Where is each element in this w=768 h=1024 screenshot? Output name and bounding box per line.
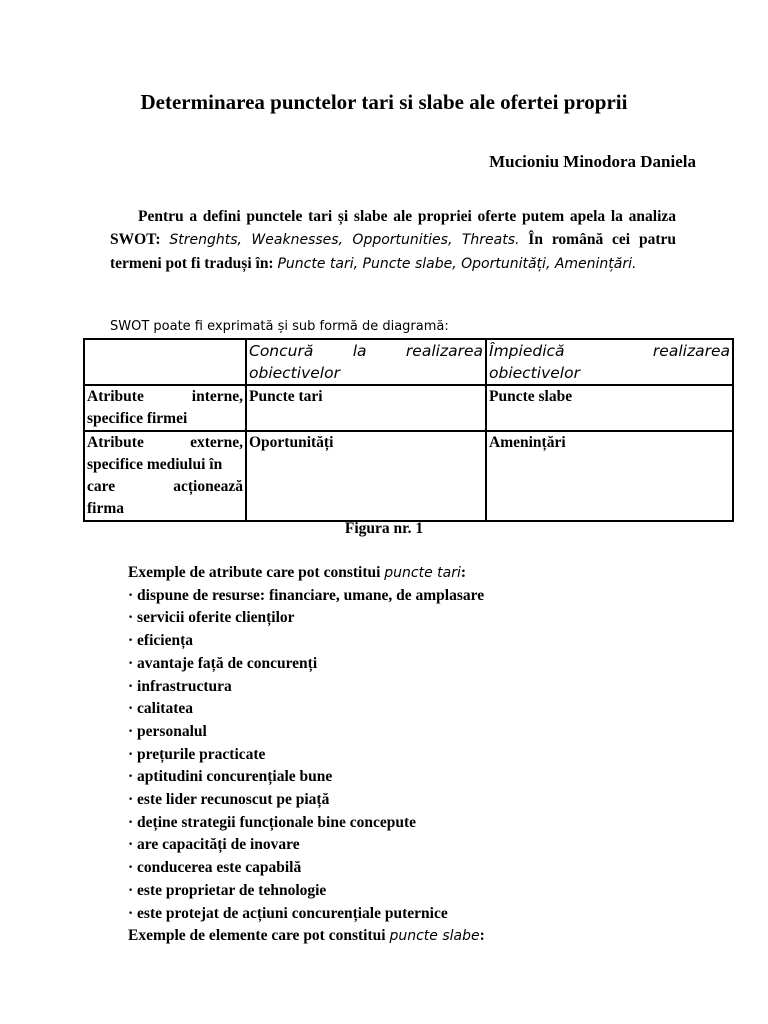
figure-caption: Figura nr. 1 — [344, 520, 424, 537]
cell-opportunities: Oportunități — [246, 431, 486, 521]
strengths-intro-text: Exemple de atribute care pot constitui — [128, 564, 385, 581]
swot-label: SWOT: — [110, 231, 161, 248]
strength-item: · eficiența — [128, 632, 193, 650]
strength-item: · este proprietar de tehnologie — [128, 881, 327, 899]
header-hinders-line2: obiectivelor — [489, 364, 580, 382]
strength-item: · prețurile practicate — [128, 745, 266, 763]
diagram-caption: SWOT poate fi exprimată și sub formă de diagramă: — [110, 319, 449, 334]
strength-item: · dispune de resurse: financiare, umane, de amplasare — [128, 586, 485, 604]
row-external-line1: Atribute externe, — [87, 434, 243, 451]
swot-table — [83, 338, 734, 522]
intro-text-1: Pentru a defini punctele tari și slabe ale propriei oferte putem apela la analiza — [138, 208, 676, 225]
strength-item: · conducerea este capabilă — [128, 859, 302, 877]
strength-item: · este protejat de acțiuni concurențiale puternice — [128, 904, 448, 922]
row-external-line3: care acționează — [87, 478, 243, 495]
swot-row-internal — [84, 385, 733, 431]
strength-item: · personalul — [128, 722, 207, 740]
swot-row-external — [84, 431, 733, 521]
intro-paragraph — [110, 205, 676, 276]
examples-section — [128, 562, 485, 948]
header-hinders-line1: Împiedică realizarea — [489, 342, 730, 360]
swot-header-row — [84, 339, 733, 385]
header-helps-line1: Concură la realizarea — [249, 342, 483, 360]
header-helps-line2: obiectivelor — [249, 364, 340, 382]
strength-item: · avantaje față de concurenți — [128, 654, 318, 672]
strengths-term: puncte tari — [384, 565, 461, 581]
author-name: Mucioniu Minodora Daniela — [489, 152, 696, 171]
cell-strengths: Puncte tari — [246, 385, 486, 431]
strength-item: · aptitudini concurențiale bune — [128, 768, 333, 786]
swot-header-hinders — [486, 339, 733, 385]
row-label-external — [84, 431, 246, 521]
intro-terms-en: Strenghts, Weaknesses, Opportunities, Threats. — [169, 232, 520, 248]
intro-text-2: În română cei patru termeni pot fi traduși în: — [110, 231, 676, 272]
intro-terms-ro: Puncte tari, Puncte slabe, Oportunități, Amenințări. — [277, 256, 637, 272]
row-internal-line1: Atribute interne, — [87, 388, 243, 405]
row-label-internal — [84, 385, 246, 431]
weaknesses-intro: Exemple de elemente care pot constitui puncte slabe: — [128, 927, 485, 945]
swot-header-helps — [246, 339, 486, 385]
row-internal-line2: specifice firmei — [87, 410, 188, 427]
swot-corner-cell — [84, 339, 246, 385]
cell-threats: Amenințări — [486, 431, 733, 521]
document-title: Determinarea punctelor tari si slabe ale ofertei proprii — [140, 90, 628, 114]
strength-item: · calitatea — [128, 700, 193, 718]
strength-item: · servicii oferite clienților — [128, 609, 295, 627]
row-external-line2: specifice mediului în — [87, 456, 223, 473]
row-external-line4: firma — [87, 500, 125, 517]
strength-item: · deține strategii funcționale bine concepute — [128, 813, 417, 831]
weaknesses-term: puncte slabe — [389, 928, 480, 945]
strength-item: · infrastructura — [128, 677, 232, 695]
strength-item: · are capacități de inovare — [128, 836, 300, 854]
strength-item: · este lider recunoscut pe piață — [128, 791, 330, 809]
strengths-intro: Exemple de atribute care pot constitui puncte tari: — [128, 564, 467, 581]
weaknesses-intro-text: Exemple de elemente care pot constitui — [128, 927, 390, 945]
cell-weaknesses: Puncte slabe — [486, 385, 733, 431]
